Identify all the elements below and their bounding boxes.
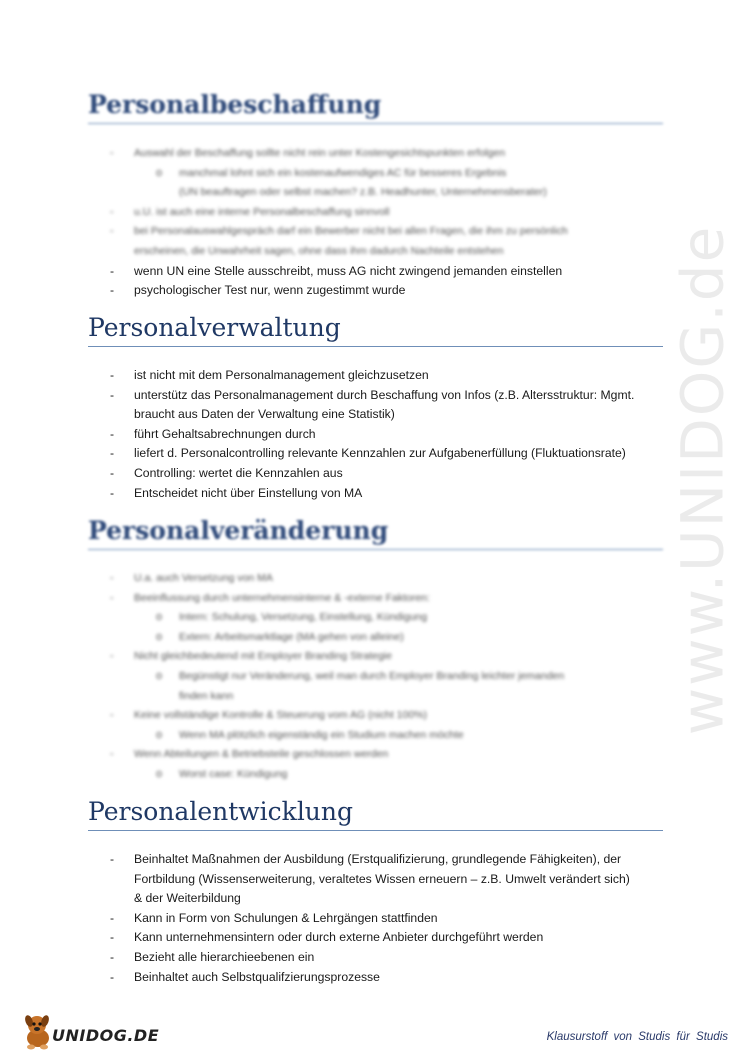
bullet-list [88,366,663,503]
bullet-list [88,850,663,987]
list-item: - u.U. ist auch eine interne Personalbeschaffung sinnvoll [88,203,663,223]
dog-mascot-icon [22,1012,56,1050]
list-item: - unterstütz das Personalmanagement durch Beschaffung von Infos (z.B. Altersstruktur: Mgmt. [88,386,663,406]
list-item: - Kann unternehmensintern oder durch externe Anbieter durchgeführt werden [88,928,663,948]
list-item: - Controlling: wertet die Kennzahlen aus [88,464,663,484]
list-item: & der Weiterbildung [134,891,241,906]
list-item: - Auswahl der Beschaffung sollte nicht rein unter Kostengesichtspunkten erfolgen [88,144,663,164]
list-item: - bei Personalauswahlgespräch darf ein Bewerber nicht bei allen Fragen, die ihm zu persönlich [88,222,663,242]
sub-list-item: finden kann [179,689,234,702]
list-item: - führt Gehaltsabrechnungen durch [88,425,663,445]
section-personalveraenderung [88,516,663,785]
list-item: braucht aus Daten der Verwaltung eine Statistik) [134,407,395,422]
list-item: - Beinhaltet Maßnahmen der Ausbildung (Erstqualifizierung, grundlegende Fähigkeiten), der [88,850,663,870]
list-item: erscheinen, die Unwahrheit sagen, ohne dass ihm dadurch Nachteile entstehen [134,244,504,257]
list-item: - Nicht gleichbedeutend mit Employer Branding Strategie [88,647,663,667]
list-item: Fortbildung (Wissenserweiterung, veraltetes Wissen erneuern – z.B. Umwelt verändert sich) [134,871,630,886]
sub-list-item: o Intern: Schulung, Versetzung, Einstellung, Kündigung [88,608,663,628]
sub-list-item: o manchmal lohnt sich ein kostenaufwendiges AC für besseres Ergebnis [88,164,663,184]
sub-list-item: o Begünstigt nur Veränderung, weil man durch Employer Branding leichter jemanden [88,667,663,687]
list-item: - Wenn Abteilungen & Betriebsteile geschlossen werden [88,745,663,765]
unidog-logo [22,1012,160,1052]
list-item: - Beeinflussung durch unternehmensinterne & -externe Faktoren: [88,589,663,609]
list-item: - liefert d. Personalcontrolling relevante Kennzahlen zur Aufgabenerfüllung (Fluktuationsrate) [88,444,663,464]
watermark-text: www.UNIDOG.de [668,224,736,736]
list-item: - wenn UN eine Stelle ausschreibt, muss AG nicht zwingend jemanden einstellen [88,262,663,282]
list-item: - Kann in Form von Schulungen & Lehrgängen stattfinden [88,909,663,929]
sub-list-item: o Extern: Arbeitsmarktlage (MA gehen von alleine) [88,628,663,648]
section-personalbeschaffung [88,90,663,301]
sub-list-item: (UN beauftragen oder selbst machen? z.B. Headhunter, Unternehmensberater) [179,186,547,199]
footer-slogan: Klausurstoff von Studis für Studis [546,1031,728,1043]
section-personalverwaltung [88,313,663,503]
list-item: - ist nicht mit dem Personalmanagement gleichzusetzen [88,366,663,386]
section-heading: Personalveränderung [88,516,663,550]
list-item: - Beinhaltet auch Selbstqualifzierungsprozesse [88,968,663,988]
bullet-list [88,569,663,785]
section-personalentwicklung [88,797,663,987]
logo-text: UNIDOG.DE [52,1026,160,1045]
section-heading: Personalentwicklung [88,797,663,831]
sub-list-item: o Worst case: Kündigung [88,765,663,785]
list-item: - psychologischer Test nur, wenn zugestimmt wurde [88,281,663,301]
list-item: - Entscheidet nicht über Einstellung von MA [88,484,663,504]
sub-list-item: o Wenn MA plötzlich eigenständig ein Studium machen möchte [88,726,663,746]
watermark [657,224,747,736]
section-heading: Personalverwaltung [88,313,663,347]
section-heading: Personalbeschaffung [88,90,663,124]
list-item: - Keine vollständige Kontrolle & Steuerung vom AG (nicht 100%) [88,706,663,726]
bullet-list [88,144,663,301]
list-item: - U.a. auch Versetzung von MA [88,569,663,589]
list-item: - Bezieht alle hierarchieebenen ein [88,948,663,968]
